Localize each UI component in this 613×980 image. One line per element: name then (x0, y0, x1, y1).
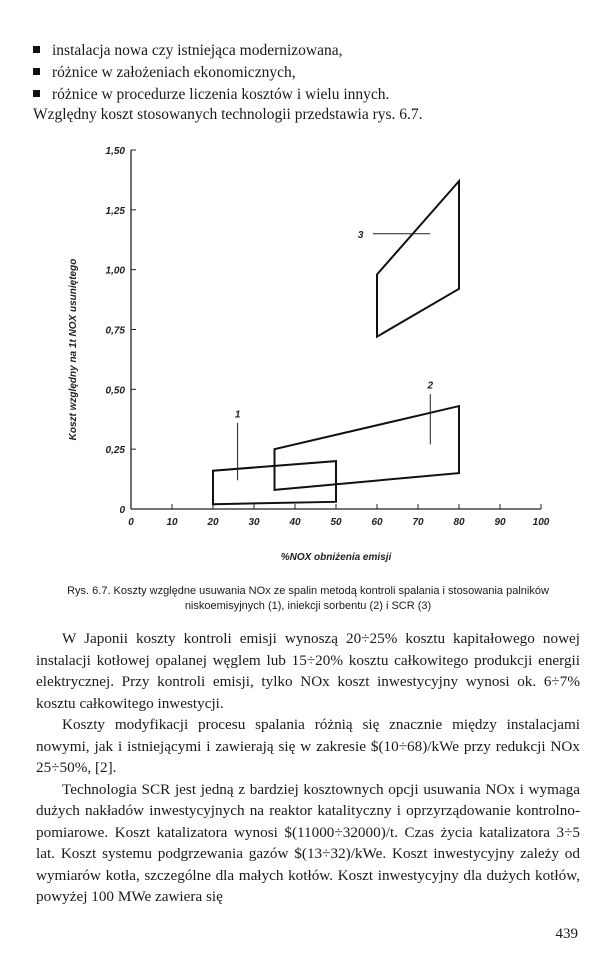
y-tick-label: 1,00 (105, 265, 125, 277)
y-tick-label: 1,50 (105, 146, 125, 157)
bullet-square-icon (33, 90, 40, 97)
x-tick-label: 40 (289, 517, 301, 528)
bullet-square-icon (33, 68, 40, 75)
paragraph: W Japonii koszty kontroli emisji wynoszą 20÷25% kosztu kapitałowego nowej instalacji kotłowej opalanej węglem lub 15÷20% kosztu całkowitego produkcji energii elektrycznej. Przy kontroli emisji, tylko NOx koszt inwestycyjny wynosi ok. 6÷7% kosztu całkowitego inwestycji. (36, 630, 580, 712)
x-tick-label: 70 (412, 517, 424, 528)
body-text (36, 628, 580, 908)
bullet-item: różnice w założeniach ekonomicznych, (33, 62, 593, 84)
y-tick-label: 0,75 (105, 325, 125, 337)
figure-chart (0, 130, 613, 580)
bullet-item: różnice w procedurze liczenia kosztów i wielu innych. (33, 84, 593, 106)
y-tick-label: 0 (119, 505, 125, 516)
x-tick-label: 30 (248, 517, 260, 528)
page-number: 439 (555, 926, 578, 942)
region-2 (275, 406, 460, 490)
caption-line-1: Rys. 6.7. Koszty względne usuwania NOx ze spalin metodą kontroli spalania i stosowania palników (67, 585, 549, 597)
x-tick-label: 10 (166, 517, 178, 528)
region-label: 3 (357, 229, 364, 241)
y-axis-label: Koszt względny na 1t NOX usuniętego (68, 258, 79, 441)
paragraph: Technologia SCR jest jedną z bardziej kosztownych opcji usuwania NOx i wymaga dużych nakładów inwestycyjnych na reaktor katalityczny i oprzyrządowanie kontrolno-pomiarowe. Koszt katalizatora wynosi $(11000÷32000)/t. Czas życia katalizatora 3÷5 lat. Koszt systemu podgrzewania gazów $(13÷32)/kWe. Koszt inwestycyjny zależy od wymiarów kotła, szczególne dla małych kotłów. Koszt inwestycyjny dla dużych kotłów, powyżej 100 MWe zawiera się (36, 780, 580, 905)
x-tick-label: 90 (494, 517, 506, 528)
x-tick-label: 80 (453, 517, 465, 528)
x-axis-label: %NOX obniżenia emisji (280, 552, 392, 563)
paragraph: Koszty modyfikacji procesu spalania różnią się znacznie między instalacjami nowymi, jak i istniejącymi i zawierają się w zakresie $(10÷68)/kWe przy redukcji NOx 25÷50%, [2]. (36, 716, 580, 776)
x-tick-label: 0 (128, 517, 134, 528)
bullet-list (33, 40, 593, 106)
intro-text: Względny koszt stosowanych technologii przedstawia rys. 6.7. (33, 106, 423, 123)
region-label: 2 (427, 380, 434, 392)
x-tick-label: 60 (371, 517, 383, 528)
y-tick-label: 0,50 (105, 385, 125, 397)
x-tick-label: 100 (532, 517, 550, 528)
bullet-item: instalacja nowa czy istniejąca modernizowana, (33, 40, 593, 62)
region-3 (377, 181, 459, 337)
y-tick-label: 0,25 (105, 445, 125, 457)
x-tick-label: 20 (207, 517, 219, 528)
figure-caption (36, 584, 580, 614)
bullet-square-icon (33, 46, 40, 53)
caption-line-2: niskoemisyjnych (1), iniekcji sorbentu (2) i SCR (3) (184, 600, 432, 612)
y-tick-label: 1,25 (105, 205, 125, 217)
region-label: 1 (234, 409, 241, 421)
x-tick-label: 50 (330, 517, 342, 528)
